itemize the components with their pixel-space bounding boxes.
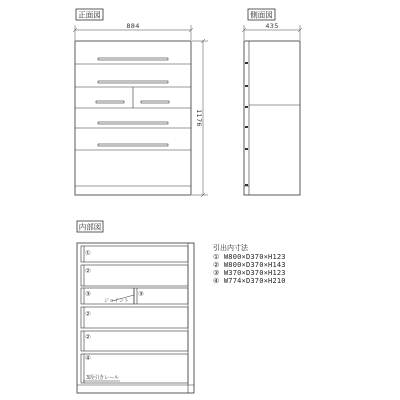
side-drawer-ticks (245, 62, 248, 186)
side-cabinet-body (244, 41, 300, 195)
side-depth-label: 435 (265, 22, 279, 30)
interior-view-title: 内部図 (78, 222, 102, 232)
drawer-marker: ④ (85, 354, 91, 362)
side-view (242, 9, 302, 195)
drawer-box (81, 246, 188, 262)
side-view-title: 側面図 (250, 10, 273, 20)
front-drawer-handles (96, 58, 169, 146)
drawer-box (81, 331, 188, 351)
drawer-spec-row: ① W800×D370×H123 (213, 253, 286, 261)
drawer-box (81, 265, 188, 286)
drawer-marker: ③ (85, 290, 91, 298)
drawer-handle (141, 101, 169, 103)
drawer-spec-row: ② W800×D370×H143 (213, 261, 286, 269)
drawer-box (81, 307, 188, 328)
drawer-marker: ② (85, 310, 91, 318)
drawer-marker: ② (85, 267, 91, 275)
drawer-marker: ③ (138, 290, 144, 298)
joint-note: ジョイント (104, 298, 129, 304)
interior-view (77, 221, 194, 393)
drawer-marker: ② (85, 333, 91, 341)
front-height-label: 1176 (195, 109, 203, 127)
front-drawer-dividers (75, 64, 191, 186)
interior-cabinet-body (77, 243, 194, 393)
drawer-handle (98, 58, 168, 60)
rail-note: 3段引きレール (86, 375, 120, 381)
drawer-spec-row: ③ W370×D370×H123 (213, 269, 286, 277)
interior-drawer-boxes (81, 246, 188, 383)
drawer-handle (98, 81, 168, 83)
drawer-spec-row: ④ W774×D370×H210 (213, 277, 286, 285)
front-view-title: 正面図 (78, 10, 101, 20)
drawer-handle (96, 101, 124, 103)
interior-drawer-fronts (84, 246, 137, 383)
front-view (73, 9, 208, 197)
front-width-label: 884 (126, 22, 140, 30)
drawer-handle (98, 122, 168, 124)
drawer-specs (213, 243, 286, 285)
drawer-marker: ① (85, 249, 91, 257)
drawer-handle (98, 144, 168, 146)
drawer-specs-title: 引出内寸法 (213, 244, 248, 252)
